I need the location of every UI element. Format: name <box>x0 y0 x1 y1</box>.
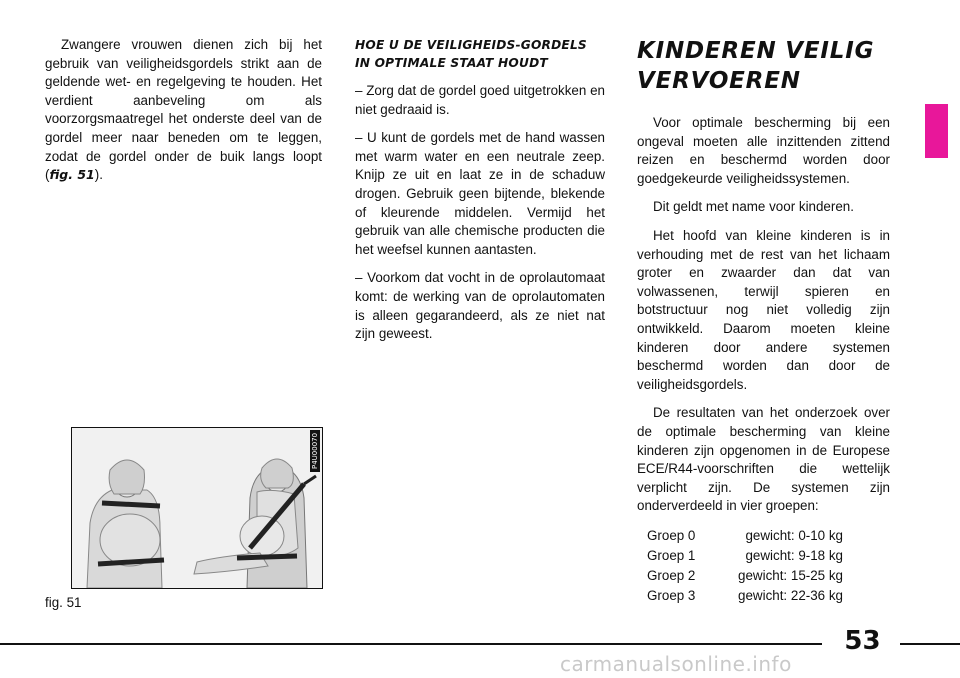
figure-reference: fig. 51 <box>49 167 95 183</box>
figure-caption: fig. 51 <box>45 595 82 610</box>
weight-group-row: Groep 1 gewicht: 9-18 kg <box>647 547 843 563</box>
right-column <box>637 36 890 606</box>
children-paragraph: De resultaten van het onderzoek over de optimale bescherming van kleine kinderen zijn opgenomen in de Europese ECE/R44-voorschriften die wettelijk verplicht zijn. De systemen zijn onderverdeeld in vier groepen: <box>637 405 890 514</box>
belt-care-item: – U kunt de gordels met de hand wassen met warm water en een neutrale zeep. Knijp ze uit en laat ze in de schaduw drogen. Gebruik geen bijtende, blekende of kleurende middelen. Vermijd het gebruik van alle chemische producten die het weefsel kunnen aantasten. <box>355 130 605 257</box>
section-tab <box>925 104 948 158</box>
weight-group-row: Groep 0 gewicht: 0-10 kg <box>647 527 843 543</box>
belt-care-item: – Zorg dat de gordel goed uitgetrokken en niet gedraaid is. <box>355 83 605 117</box>
left-column <box>45 36 322 195</box>
children-section-heading: KINDEREN VEILIG VERVOEREN <box>637 38 875 94</box>
middle-column <box>355 36 605 354</box>
children-paragraph: Voor optimale bescherming bij een ongeval moeten alle inzittenden zittend reizen en beschermd worden door goedgekeurde veiligheidssystemen. <box>637 115 890 186</box>
footer-rule-right <box>900 643 960 645</box>
weight-group-row: Groep 2 gewicht: 15-25 kg <box>647 567 843 583</box>
pregnant-women-seatbelt-drawing <box>72 428 322 588</box>
belt-care-heading: HOE U DE VEILIGHEIDS-GORDELS IN OPTIMALE STAAT HOUDT <box>355 38 587 70</box>
figure-code: P4U00070 <box>310 430 320 472</box>
footer-rule-left <box>0 643 822 645</box>
weight-groups-list <box>637 526 890 606</box>
pregnant-women-paragraph: Zwangere vrouwen dienen zich bij het gebruik van veiligheidsgordels strikt aan de geldende wet- en regelgeving te houden. Het verdient aanbeveling om als voorzorgsmaatregel het onderste deel van de gordel meer naar beneden om te leggen, zodat de gordel onder de buik langs loopt (fig. 51). <box>45 37 322 183</box>
children-paragraph: Het hoofd van kleine kinderen is in verhouding met de rest van het lichaam groter en zwaarder dan dat van volwassenen, terwijl spieren en botstructuur nog niet volledig zijn ontwikkeld. Daarom moeten kleine kinderen door andere systemen beschermd worden dan door de veiligheidsgordels. <box>637 227 890 392</box>
children-paragraph: Dit geldt met name voor kinderen. <box>653 199 854 215</box>
seatbelt-illustration <box>71 427 323 589</box>
weight-group-row: Groep 3 gewicht: 22-36 kg <box>647 587 843 603</box>
page-number: 53 <box>844 626 881 656</box>
watermark: carmanualsonline.info <box>560 652 792 676</box>
belt-care-item: – Voorkom dat vocht in de oprolautomaat komt: de werking van de oprolautomaten is alleen gegarandeerd, als ze niet nat zijn geweest. <box>355 270 605 342</box>
